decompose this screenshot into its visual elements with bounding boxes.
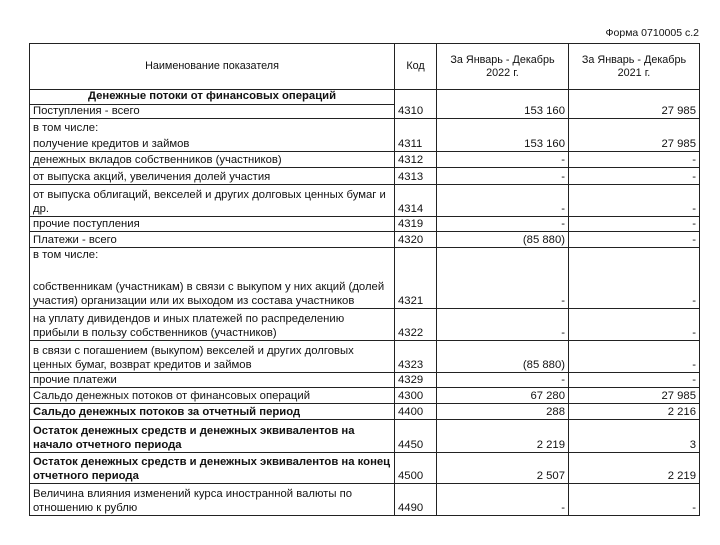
table-row	[30, 388, 700, 404]
row-code: 4400	[395, 404, 437, 420]
row-value-2022: (85 880)	[437, 341, 569, 373]
row-code: 4500	[395, 453, 437, 484]
table-row	[30, 420, 700, 453]
cash-flow-table	[29, 43, 700, 516]
row-value-2022: -	[437, 152, 569, 168]
row-code: 4450	[395, 420, 437, 453]
row-code: 4314	[395, 185, 437, 217]
row-value-2022: 2 507	[437, 453, 569, 484]
table-row	[30, 136, 700, 152]
row-value-2022: -	[437, 309, 569, 341]
row-value-2022: -	[437, 185, 569, 217]
row-code: 4310	[395, 104, 437, 119]
row-name: от выпуска облигаций, векселей и других долговых ценных бумаг и др.	[30, 185, 395, 217]
row-code: 4319	[395, 217, 437, 232]
row-value-2021: 2 216	[569, 404, 700, 420]
row-code: 4321	[395, 263, 437, 309]
row-name: в связи с погашением (выкупом) векселей и других долговых ценных бумаг, возврат кредитов и займов	[30, 341, 395, 373]
table-row	[30, 263, 700, 309]
row-name: в том числе:	[30, 248, 395, 263]
section-title: Денежные потоки от финансовых операций	[30, 90, 395, 105]
row-value-2021: -	[569, 217, 700, 232]
row-value-2021: -	[569, 484, 700, 516]
row-name: собственникам (участникам) в связи с выкупом у них акций (долей участия) организации или их выходом из состава участников	[30, 263, 395, 309]
header-year-2021: За Январь - Декабрь 2021 г.	[569, 44, 700, 90]
row-name: Сальдо денежных потоков за отчетный период	[30, 404, 395, 420]
row-name: от выпуска акций, увеличения долей участия	[30, 168, 395, 185]
form-code: Форма 0710005 с.2	[605, 27, 699, 39]
row-code: 4313	[395, 168, 437, 185]
row-value-2021: 27 985	[569, 388, 700, 404]
row-code: 4312	[395, 152, 437, 168]
table-row	[30, 453, 700, 484]
table-header-row	[30, 44, 700, 90]
row-name: прочие платежи	[30, 373, 395, 388]
row-value-2021: 3	[569, 420, 700, 453]
row-code: 4320	[395, 232, 437, 248]
row-name: получение кредитов и займов	[30, 136, 395, 152]
row-name: в том числе:	[30, 119, 395, 136]
table-row	[30, 185, 700, 217]
row-name: Остаток денежных средств и денежных эквивалентов на начало отчетного периода	[30, 420, 395, 453]
row-name: Сальдо денежных потоков от финансовых операций	[30, 388, 395, 404]
table-row	[30, 373, 700, 388]
table-row	[30, 152, 700, 168]
row-value-2021: 27 985	[569, 104, 700, 119]
row-name: Поступления - всего	[30, 104, 395, 119]
row-code: 4490	[395, 484, 437, 516]
row-value-2022: (85 880)	[437, 232, 569, 248]
row-value-2021: 2 219	[569, 453, 700, 484]
row-value-2021: -	[569, 263, 700, 309]
row-value-2021: -	[569, 309, 700, 341]
row-value-2021: -	[569, 152, 700, 168]
row-value-2022: -	[437, 484, 569, 516]
row-name: Величина влияния изменений курса иностранной валюты по отношению к рублю	[30, 484, 395, 516]
row-value-2021: 27 985	[569, 136, 700, 152]
row-value-2021: -	[569, 341, 700, 373]
section-row	[30, 90, 700, 105]
row-name: прочие поступления	[30, 217, 395, 232]
table-row	[30, 404, 700, 420]
header-code: Код	[395, 44, 437, 90]
table-row	[30, 168, 700, 185]
row-value-2022: 153 160	[437, 104, 569, 119]
row-code: 4300	[395, 388, 437, 404]
table-row	[30, 248, 700, 263]
row-value-2022: -	[437, 263, 569, 309]
row-value-2022: 153 160	[437, 136, 569, 152]
row-code: 4311	[395, 136, 437, 152]
header-name: Наименование показателя	[30, 44, 395, 90]
row-name: денежных вкладов собственников (участников)	[30, 152, 395, 168]
row-value-2022: 288	[437, 404, 569, 420]
row-value-2021: -	[569, 373, 700, 388]
table-row	[30, 119, 700, 136]
row-code: 4329	[395, 373, 437, 388]
row-name: Остаток денежных средств и денежных эквивалентов на конец отчетного периода	[30, 453, 395, 484]
table-row	[30, 309, 700, 341]
table-row	[30, 217, 700, 232]
row-name: на уплату дивидендов и иных платежей по распределению прибыли в пользу собственников (участников)	[30, 309, 395, 341]
row-value-2022: 67 280	[437, 388, 569, 404]
row-code: 4322	[395, 309, 437, 341]
table-row	[30, 104, 700, 119]
row-value-2022: -	[437, 373, 569, 388]
row-code: 4323	[395, 341, 437, 373]
row-value-2022: -	[437, 168, 569, 185]
row-value-2022: -	[437, 217, 569, 232]
row-value-2021: -	[569, 232, 700, 248]
header-year-2022: За Январь - Декабрь 2022 г.	[437, 44, 569, 90]
row-value-2022: 2 219	[437, 420, 569, 453]
table-row	[30, 341, 700, 373]
table-row	[30, 484, 700, 516]
row-name: Платежи - всего	[30, 232, 395, 248]
row-value-2021: -	[569, 185, 700, 217]
row-value-2021: -	[569, 168, 700, 185]
table-row	[30, 232, 700, 248]
